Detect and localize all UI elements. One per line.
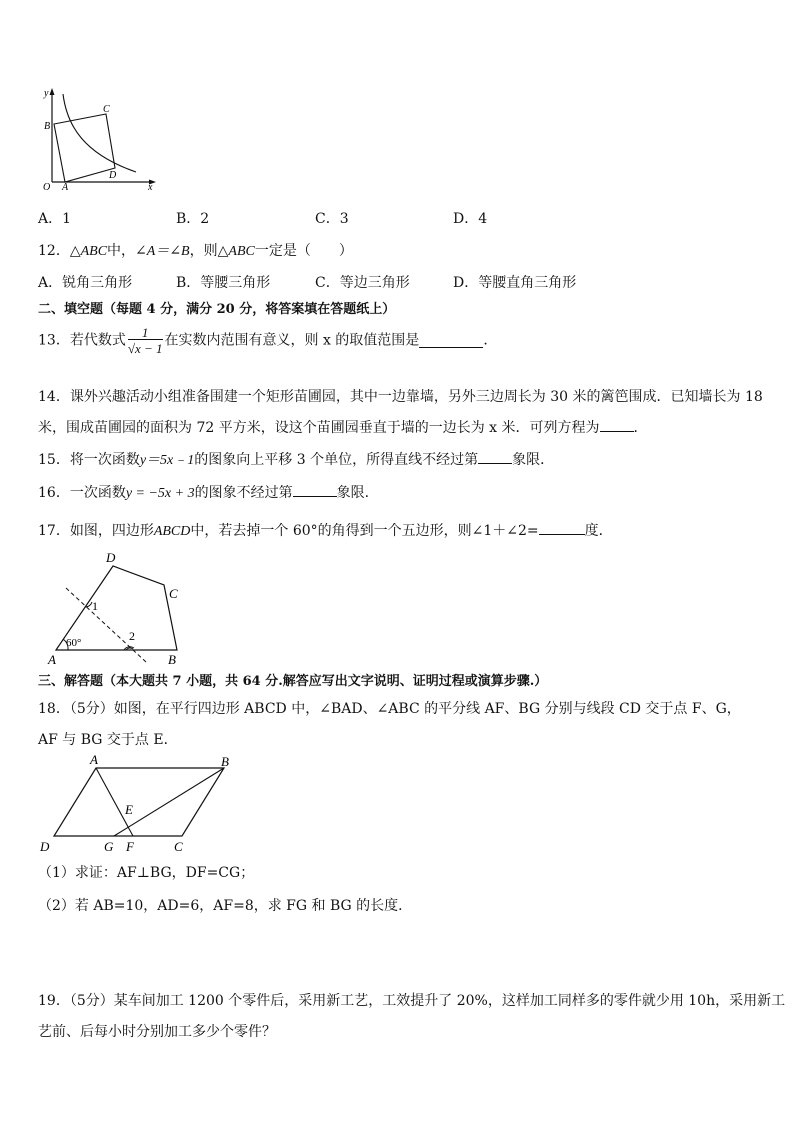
- q19-line2: 艺前、后每小时分别加工多少个零件？: [38, 1024, 276, 1040]
- q13-answer-blank[interactable]: [419, 333, 483, 348]
- q15-prefix: 15．将一次函数: [38, 452, 140, 468]
- q16-prefix: 16．一次函数: [38, 485, 126, 501]
- label-y: y: [44, 88, 49, 99]
- q12-stem: [38, 240, 353, 260]
- q17-prefix: 17．如图，四边形: [38, 523, 154, 539]
- q12-option-b: B．等腰三角形: [176, 275, 271, 291]
- label-d: D: [106, 550, 116, 565]
- q15-suffix: 的图象向上平移 3 个单位，所得直线不经过第: [194, 452, 479, 468]
- q15-function: y＝5x﹣1: [139, 453, 195, 468]
- section2-title: 二、填空题（每题 4 分，满分 20 分，将答案填在答题纸上）: [38, 302, 396, 317]
- q14-end: ．: [633, 420, 648, 436]
- q13-suffix: 在实数内范围有意义，则 x 的取值范围是: [164, 332, 420, 349]
- q17-shape: ABCD: [153, 524, 191, 539]
- q12-number: 12．: [38, 243, 70, 259]
- label-b: B: [44, 121, 51, 132]
- label-e: E: [125, 802, 133, 817]
- label-b: B: [168, 652, 176, 666]
- label-d: D: [109, 170, 117, 181]
- label-angle-60: 60°: [66, 637, 82, 649]
- parallelogram-abcd: [54, 768, 224, 836]
- section3-title: 三、解答题（本大题共 7 小题，共 64 分.解答应写出文字说明、证明过程或演算步骤.）: [38, 674, 548, 689]
- q12-triangle: △ABC: [69, 244, 108, 259]
- q13-prefix: 13．若代数式: [38, 332, 126, 349]
- label-o: O: [43, 182, 51, 192]
- label-angle-1: 1: [92, 599, 98, 613]
- label-angle-2: 2: [129, 629, 135, 643]
- label-a: A: [90, 754, 98, 767]
- q11-figure: [36, 86, 166, 192]
- q12-mid2: ，则: [189, 243, 218, 259]
- label-c: C: [174, 839, 183, 854]
- q11-option-c: C．3: [315, 211, 349, 227]
- label-x: x: [148, 182, 153, 192]
- q16-function: y = −5x + 3: [125, 486, 195, 501]
- q15-end: 象限．: [512, 452, 555, 468]
- q14-line1: 14．课外兴趣活动小组准备围建一个矩形苗圃园，其中一边靠墙，另外三边周长为 30 米的篱笆围成．已知墙长为 18: [38, 389, 763, 405]
- q11-option-b: B．2: [176, 211, 210, 227]
- q11-option-d: D．4: [453, 211, 488, 227]
- y-axis-arrow: [50, 88, 55, 95]
- q13-denominator: √x − 1: [127, 341, 163, 356]
- q12-condition: ∠A＝∠B: [135, 244, 190, 259]
- q18-sub1: （1）求证：AF⊥BG，DF=CG；: [38, 865, 255, 881]
- square-abcd: [54, 114, 115, 182]
- label-f: F: [126, 839, 134, 854]
- q13-numerator: 1: [141, 325, 149, 340]
- q17-figure: [44, 548, 194, 666]
- q12-option-d: D．等腰直角三角形: [453, 275, 577, 291]
- q11-option-a: A．1: [38, 211, 72, 227]
- q19-line1: 19．（5分）某车间加工 1200 个零件后，采用新工艺，工效提升了 20%，这样加工同样多的零件就少用 10h，采用新工: [38, 993, 786, 1009]
- q12-option-c: C．等边三角形: [315, 275, 410, 291]
- q18-figure: [36, 754, 246, 854]
- label-b: B: [221, 754, 229, 769]
- label-a: A: [62, 182, 69, 192]
- q12-mid: 中，: [107, 243, 136, 259]
- q14-line2-text: 米，围成苗圃园的面积为 72 平方米，设这个苗圃园垂直于墙的一边长为 x 米．可列方程为: [38, 420, 600, 436]
- label-g: G: [104, 839, 114, 854]
- q15: [38, 449, 554, 469]
- q14-line2: [38, 417, 648, 437]
- q12-tail: 一定是（ ）: [254, 243, 353, 259]
- label-d: D: [40, 839, 50, 854]
- q17: [38, 520, 613, 540]
- q12-triangle2: △ABC: [217, 244, 255, 259]
- q18-line2: AF 与 BG 交于点 E．: [38, 732, 178, 748]
- label-c: C: [103, 104, 110, 115]
- q15-answer-blank[interactable]: [478, 449, 512, 464]
- label-a: A: [48, 652, 56, 666]
- q16-answer-blank[interactable]: [293, 482, 337, 497]
- q13-fraction: [128, 326, 163, 355]
- label-c: C: [169, 586, 178, 601]
- q16: [38, 482, 369, 502]
- q17-end: 度．: [584, 523, 613, 539]
- q14-answer-blank[interactable]: [600, 417, 634, 432]
- q18-line1: 18．（5分）如图，在平行四边形 ABCD 中，∠BAD、∠ABC 的平分线 AF、BG 分别与线段 CD 交于点 F、G，: [38, 701, 741, 717]
- q16-end: 象限.: [336, 485, 370, 501]
- q13: [38, 326, 497, 355]
- cut-line: [66, 588, 146, 662]
- q18-sub2: （2）若 AB=10，AD=6，AF=8，求 FG 和 BG 的长度．: [38, 898, 413, 914]
- q17-answer-blank[interactable]: [539, 520, 585, 535]
- hyperbola-curve: [63, 94, 136, 172]
- q17-suffix: 中，若去掉一个 60°的角得到一个五边形，则∠1＋∠2=: [190, 523, 539, 539]
- q12-option-a: A．锐角三角形: [38, 275, 133, 291]
- q16-suffix: 的图象不经过第: [194, 485, 293, 501]
- q13-end: ．: [483, 332, 498, 349]
